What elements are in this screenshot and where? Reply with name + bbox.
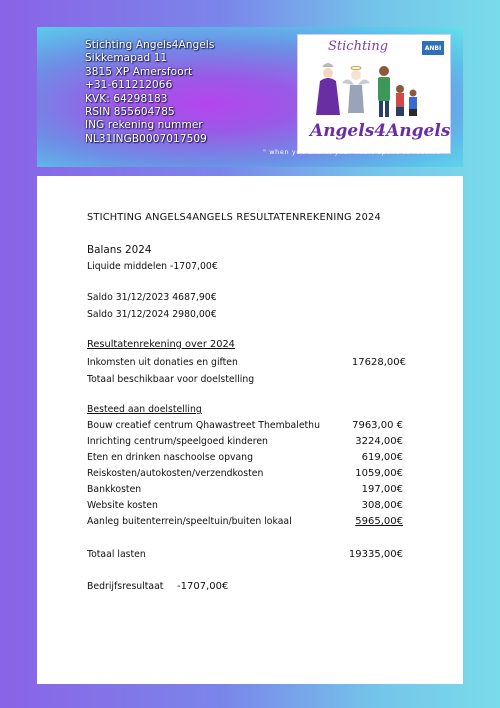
angels4angels-logo — [297, 34, 451, 154]
available-label: Totaal beschikbaar voor doelstelling — [87, 374, 255, 385]
tagline: " when you share, your heart opens to receive " — [263, 148, 448, 156]
org-iban: NL31INGB0007017509 — [85, 132, 207, 145]
expense-label: Inrichting centrum/speelgoed kinderen — [87, 436, 268, 447]
report-title: STICHTING ANGELS4ANGELS RESULTATENREKENING 2024 — [87, 212, 381, 223]
logo-brand-name: Angels4Angels — [310, 121, 451, 141]
organization-details — [85, 39, 215, 146]
spent-heading: Besteed aan doelstelling — [87, 404, 202, 415]
letterhead-banner — [37, 27, 463, 167]
org-street: Sikkemapad 11 — [85, 52, 168, 65]
resultaten-heading: Resultatenrekening over 2024 — [87, 339, 235, 350]
expense-label: Bankkosten — [87, 484, 142, 495]
total-label: Totaal lasten — [87, 549, 146, 560]
balans-heading: Balans 2024 — [87, 244, 152, 256]
income-label: Inkomsten uit donaties en giften — [87, 357, 238, 368]
expense-amount: 3224,00€ — [355, 436, 403, 447]
expense-amount: 308,00€ — [361, 500, 403, 511]
expense-amount: 1059,00€ — [355, 468, 403, 479]
expense-label: Bouw creatief centrum Qhawastreet Thembalethu — [87, 420, 320, 431]
org-postcode-city: 3815 XP Amersfoort — [85, 65, 193, 78]
expense-amount: 5965,00€ — [355, 516, 403, 527]
expense-label: Reiskosten/autokosten/verzendkosten — [87, 468, 264, 479]
expense-label: Eten en drinken naschoolse opvang — [87, 452, 253, 463]
org-phone: +31-611212066 — [85, 79, 173, 92]
logo-title: Stichting — [328, 39, 389, 54]
expense-label: Aanleg buitenterrein/speeltuin/buiten lokaal — [87, 516, 292, 527]
report-page — [37, 176, 463, 684]
result-amount: -1707,00€ — [177, 581, 229, 592]
result-label: Bedrijfsresultaat — [87, 581, 164, 592]
org-name: Stichting Angels4Angels — [85, 39, 215, 51]
income-amount: 17628,00€ — [351, 357, 406, 368]
expense-amount: 7963,00 € — [352, 420, 403, 431]
org-kvk: KVK: 64298183 — [85, 92, 168, 105]
anbi-badge: ANBI — [422, 41, 444, 55]
expense-label: Website kosten — [87, 500, 158, 511]
liquide-middelen: Liquide middelen -1707,00€ — [87, 261, 218, 272]
saldo-2024: Saldo 31/12/2024 2980,00€ — [87, 309, 217, 320]
expense-amount: 619,00€ — [361, 452, 403, 463]
saldo-2023: Saldo 31/12/2023 4687,90€ — [87, 292, 217, 303]
expense-amount: 197,00€ — [361, 484, 403, 495]
org-bank-label: ING rekening nummer — [85, 119, 203, 132]
total-amount: 19335,00€ — [348, 549, 403, 560]
org-rsin: RSIN 855604785 — [85, 106, 175, 119]
